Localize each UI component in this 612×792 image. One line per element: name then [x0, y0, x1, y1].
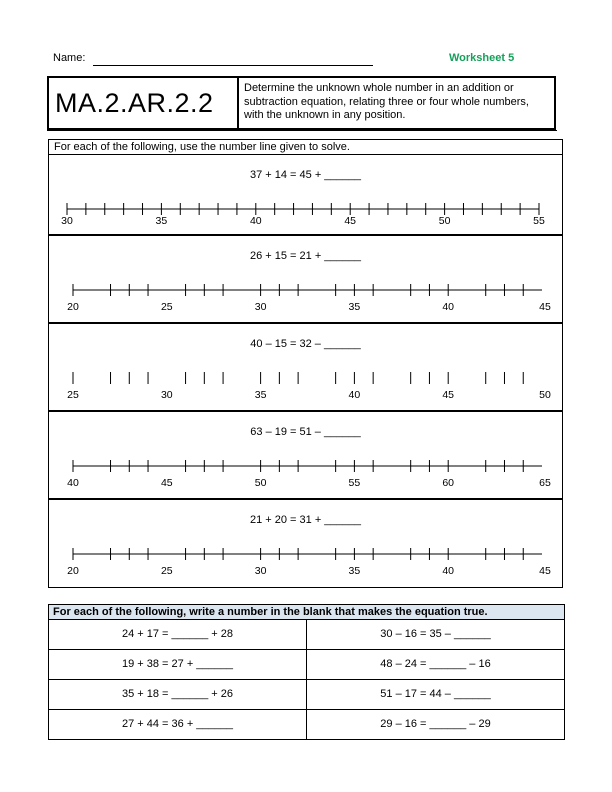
svg-text:45: 45: [442, 389, 455, 401]
number-line-problem: [49, 498, 562, 587]
blank-instruction: For each of the following, write a number in the blank that makes the equation true.: [49, 605, 564, 620]
number-line: [49, 322, 562, 410]
number-line-section: [48, 139, 563, 588]
svg-text:50: 50: [438, 215, 451, 227]
svg-text:30: 30: [61, 215, 73, 227]
svg-text:30: 30: [254, 565, 267, 577]
svg-text:30: 30: [160, 389, 173, 401]
number-line: [49, 155, 562, 234]
table-row: [49, 680, 564, 710]
equation: 26 + 15 = 21 + ______: [249, 250, 362, 262]
number-line: [49, 234, 562, 322]
blank-rows: [49, 620, 564, 739]
svg-text:60: 60: [442, 477, 455, 489]
svg-text:40: 40: [442, 565, 455, 577]
standard-code: MA.2.AR.2.2: [49, 78, 239, 128]
svg-text:45: 45: [344, 215, 357, 227]
number-line: [49, 410, 562, 498]
equation-cell[interactable]: 35 + 18 = ______ + 26: [49, 680, 307, 709]
svg-text:40: 40: [249, 215, 262, 227]
svg-text:50: 50: [539, 389, 551, 401]
svg-text:55: 55: [348, 477, 361, 489]
equation-cell[interactable]: 19 + 38 = 27 + ______: [49, 650, 307, 679]
svg-text:25: 25: [160, 301, 173, 313]
number-line-problem: [49, 410, 562, 500]
equation: 37 + 14 = 45 + ______: [249, 169, 362, 181]
svg-text:45: 45: [539, 565, 551, 577]
number-line-problem: [49, 322, 562, 412]
table-row: [49, 620, 564, 650]
svg-text:40: 40: [442, 301, 455, 313]
equation-cell[interactable]: 48 – 24 = ______ – 16: [380, 658, 491, 670]
svg-text:20: 20: [67, 565, 79, 577]
svg-text:65: 65: [539, 477, 551, 489]
svg-text:45: 45: [539, 301, 551, 313]
equation: 21 + 20 = 31 + ______: [249, 514, 362, 526]
number-line-problem: [49, 234, 562, 324]
svg-text:25: 25: [160, 565, 173, 577]
name-field-line[interactable]: [93, 65, 373, 66]
equation: 40 – 15 = 32 – ______: [250, 338, 361, 350]
table-row: [49, 710, 564, 739]
divider: [47, 130, 557, 131]
worksheet-title: Worksheet 5: [449, 52, 515, 64]
svg-text:40: 40: [67, 477, 79, 489]
svg-text:50: 50: [254, 477, 267, 489]
equation-cell[interactable]: 51 – 17 = 44 – ______: [380, 688, 491, 700]
svg-text:55: 55: [533, 215, 545, 227]
svg-text:35: 35: [348, 301, 361, 313]
standard-description: Determine the unknown whole number in an addition or subtraction equation, relating three or four whole numbers, with the unknown in any position.: [244, 82, 529, 121]
standard-box: [47, 76, 556, 130]
equation-cell[interactable]: 29 – 16 = ______ – 29: [380, 718, 491, 730]
svg-text:45: 45: [160, 477, 173, 489]
number-line: [49, 498, 562, 587]
svg-text:35: 35: [348, 565, 361, 577]
svg-text:40: 40: [348, 389, 361, 401]
svg-text:20: 20: [67, 301, 79, 313]
table-row: [49, 650, 564, 680]
equation: 63 – 19 = 51 – ______: [250, 426, 361, 438]
equation-cell[interactable]: 24 + 17 = ______ + 28: [49, 620, 307, 649]
svg-text:30: 30: [254, 301, 267, 313]
equation-cell[interactable]: 30 – 16 = 35 – ______: [380, 628, 491, 640]
svg-text:35: 35: [254, 389, 267, 401]
svg-text:35: 35: [155, 215, 168, 227]
name-label: Name:: [53, 52, 86, 64]
svg-text:25: 25: [67, 389, 79, 401]
blank-section: [48, 604, 565, 740]
number-line-instruction: For each of the following, use the number line given to solve.: [49, 140, 562, 155]
equation-cell[interactable]: 27 + 44 = 36 + ______: [49, 710, 307, 739]
number-line-problem: [49, 155, 562, 236]
